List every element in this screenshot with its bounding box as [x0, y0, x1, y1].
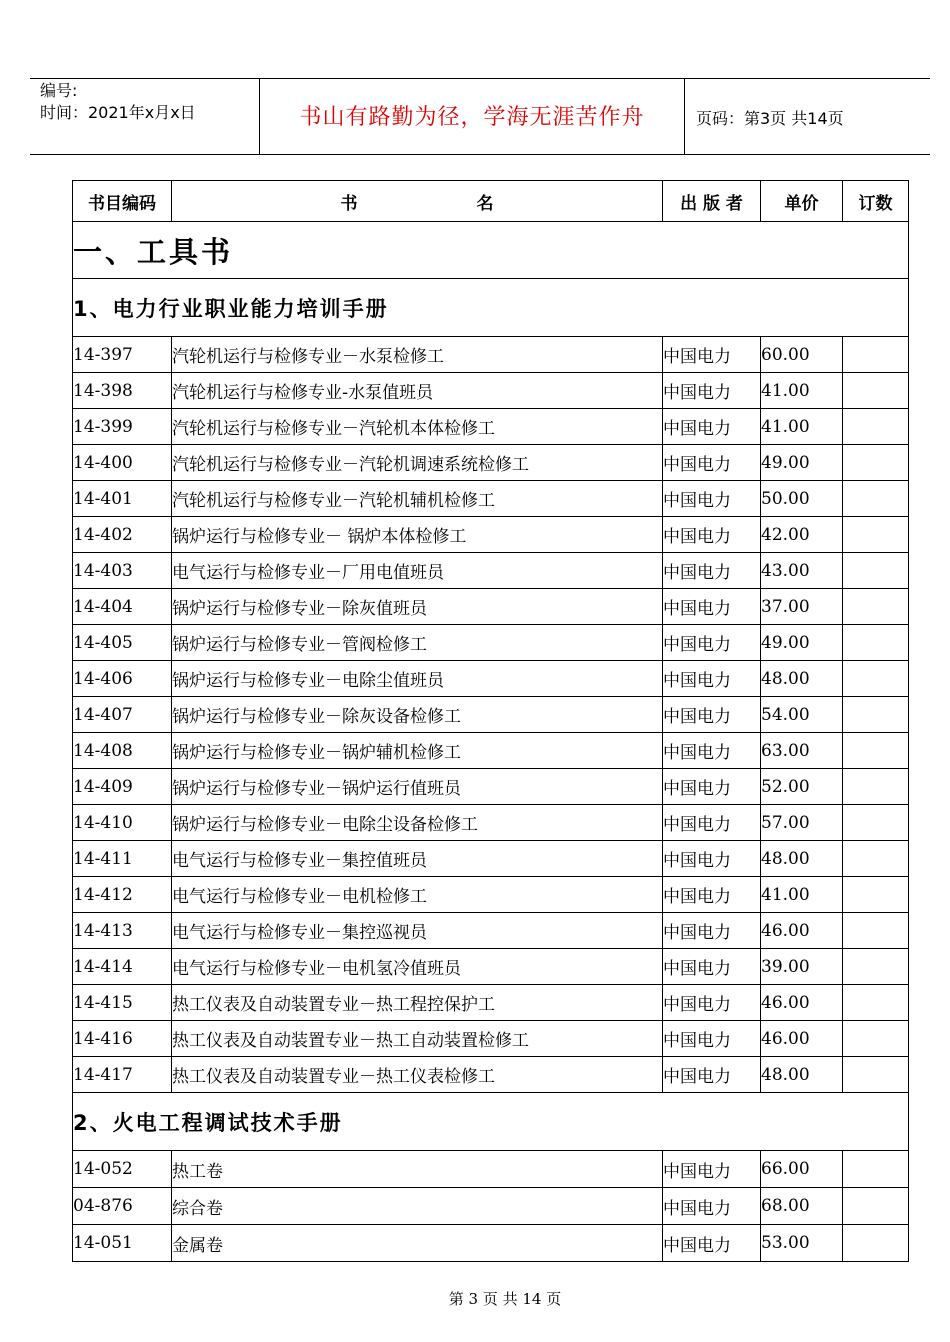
book-quantity	[843, 769, 909, 805]
book-publisher: 中国电力	[663, 769, 761, 805]
book-quantity	[843, 805, 909, 841]
book-code: 14-404	[73, 589, 172, 625]
book-quantity	[843, 481, 909, 517]
book-code: 14-410	[73, 805, 172, 841]
book-catalog-table	[72, 180, 909, 1262]
book-quantity	[843, 409, 909, 445]
book-title: 热工仪表及自动装置专业－热工仪表检修工	[172, 1057, 663, 1093]
book-publisher: 中国电力	[663, 1057, 761, 1093]
table-row	[73, 1057, 909, 1093]
book-quantity	[843, 1021, 909, 1057]
document-number-label: 编号:	[40, 81, 78, 100]
book-publisher: 中国电力	[663, 337, 761, 373]
book-quantity	[843, 661, 909, 697]
book-title: 锅炉运行与检修专业－ 锅炉本体检修工	[172, 517, 663, 553]
book-price: 57.00	[761, 805, 843, 841]
book-price: 48.00	[761, 841, 843, 877]
book-quantity	[843, 877, 909, 913]
book-quantity	[843, 841, 909, 877]
subsection-title: 1、电力行业职业能力培训手册	[73, 279, 909, 337]
book-quantity	[843, 985, 909, 1021]
book-code: 14-403	[73, 553, 172, 589]
book-title: 热工卷	[172, 1151, 663, 1188]
column-header-quantity: 订数	[843, 181, 909, 222]
book-title: 锅炉运行与检修专业－电除尘值班员	[172, 661, 663, 697]
header-top-rule	[30, 78, 930, 79]
table-row	[73, 913, 909, 949]
subsection-title: 2、火电工程调试技术手册	[73, 1093, 909, 1151]
header-divider-right	[684, 78, 685, 154]
section-row	[73, 222, 909, 279]
book-publisher: 中国电力	[663, 1225, 761, 1262]
book-code: 14-052	[73, 1151, 172, 1188]
section-title: 一、工具书	[73, 222, 909, 279]
book-quantity	[843, 553, 909, 589]
book-price: 46.00	[761, 985, 843, 1021]
table-row	[73, 337, 909, 373]
table-row	[73, 409, 909, 445]
table-row	[73, 445, 909, 481]
column-header-publisher: 出 版 者	[663, 181, 761, 222]
table-row	[73, 1188, 909, 1225]
book-quantity	[843, 949, 909, 985]
book-publisher: 中国电力	[663, 661, 761, 697]
table-row	[73, 661, 909, 697]
column-header-title: 书 名	[172, 181, 663, 222]
book-code: 14-414	[73, 949, 172, 985]
book-publisher: 中国电力	[663, 373, 761, 409]
book-price: 53.00	[761, 1225, 843, 1262]
book-title: 综合卷	[172, 1188, 663, 1225]
book-price: 60.00	[761, 337, 843, 373]
book-quantity	[843, 373, 909, 409]
document-time-label: 时间：2021年x月x日	[40, 103, 196, 122]
table-row	[73, 985, 909, 1021]
table-row	[73, 1151, 909, 1188]
book-price: 63.00	[761, 733, 843, 769]
book-price: 50.00	[761, 481, 843, 517]
book-title: 锅炉运行与检修专业－锅炉运行值班员	[172, 769, 663, 805]
book-code: 14-415	[73, 985, 172, 1021]
book-quantity	[843, 1225, 909, 1262]
book-price: 48.00	[761, 661, 843, 697]
book-publisher: 中国电力	[663, 733, 761, 769]
book-code: 14-411	[73, 841, 172, 877]
book-code: 14-401	[73, 481, 172, 517]
book-publisher: 中国电力	[663, 517, 761, 553]
table-row	[73, 697, 909, 733]
table-row	[73, 949, 909, 985]
header-meta	[40, 80, 196, 124]
book-code: 14-400	[73, 445, 172, 481]
book-code: 14-399	[73, 409, 172, 445]
book-publisher: 中国电力	[663, 409, 761, 445]
book-code: 14-417	[73, 1057, 172, 1093]
book-code: 14-416	[73, 1021, 172, 1057]
book-title: 锅炉运行与检修专业－锅炉辅机检修工	[172, 733, 663, 769]
header-motto: 书山有路勤为径，学海无涯苦作舟	[299, 105, 645, 130]
table-row	[73, 373, 909, 409]
book-code: 14-412	[73, 877, 172, 913]
book-price: 37.00	[761, 589, 843, 625]
book-title: 锅炉运行与检修专业－管阀检修工	[172, 625, 663, 661]
table-row	[73, 841, 909, 877]
book-publisher: 中国电力	[663, 1151, 761, 1188]
book-quantity	[843, 589, 909, 625]
book-price: 48.00	[761, 1057, 843, 1093]
book-quantity	[843, 697, 909, 733]
book-price: 54.00	[761, 697, 843, 733]
book-quantity	[843, 625, 909, 661]
book-publisher: 中国电力	[663, 553, 761, 589]
book-code: 14-407	[73, 697, 172, 733]
book-title: 锅炉运行与检修专业－电除尘设备检修工	[172, 805, 663, 841]
book-title: 金属卷	[172, 1225, 663, 1262]
book-code: 14-406	[73, 661, 172, 697]
table-row	[73, 805, 909, 841]
book-publisher: 中国电力	[663, 481, 761, 517]
table-row	[73, 733, 909, 769]
book-price: 42.00	[761, 517, 843, 553]
book-title: 电气运行与检修专业－厂用电值班员	[172, 553, 663, 589]
book-price: 49.00	[761, 625, 843, 661]
book-price: 66.00	[761, 1151, 843, 1188]
book-publisher: 中国电力	[663, 841, 761, 877]
book-publisher: 中国电力	[663, 985, 761, 1021]
book-code: 14-405	[73, 625, 172, 661]
book-code: 14-398	[73, 373, 172, 409]
book-publisher: 中国电力	[663, 1021, 761, 1057]
book-title: 汽轮机运行与检修专业－汽轮机辅机检修工	[172, 481, 663, 517]
book-price: 39.00	[761, 949, 843, 985]
book-quantity	[843, 1151, 909, 1188]
book-title: 电气运行与检修专业－集控巡视员	[172, 913, 663, 949]
book-title: 锅炉运行与检修专业－除灰设备检修工	[172, 697, 663, 733]
book-publisher: 中国电力	[663, 1188, 761, 1225]
book-publisher: 中国电力	[663, 445, 761, 481]
table-row	[73, 1021, 909, 1057]
book-publisher: 中国电力	[663, 625, 761, 661]
book-publisher: 中国电力	[663, 913, 761, 949]
book-title: 热工仪表及自动装置专业－热工自动装置检修工	[172, 1021, 663, 1057]
book-price: 46.00	[761, 1021, 843, 1057]
book-quantity	[843, 913, 909, 949]
book-price: 49.00	[761, 445, 843, 481]
book-price: 52.00	[761, 769, 843, 805]
book-price: 41.00	[761, 409, 843, 445]
book-title: 汽轮机运行与检修专业－水泵检修工	[172, 337, 663, 373]
book-quantity	[843, 733, 909, 769]
subsection-row	[73, 279, 909, 337]
book-title: 汽轮机运行与检修专业－汽轮机调速系统检修工	[172, 445, 663, 481]
book-title: 汽轮机运行与检修专业－汽轮机本体检修工	[172, 409, 663, 445]
book-publisher: 中国电力	[663, 805, 761, 841]
table-row	[73, 769, 909, 805]
book-code: 14-409	[73, 769, 172, 805]
book-price: 41.00	[761, 877, 843, 913]
book-quantity	[843, 1188, 909, 1225]
book-title: 电气运行与检修专业－电机检修工	[172, 877, 663, 913]
book-price: 46.00	[761, 913, 843, 949]
book-price: 68.00	[761, 1188, 843, 1225]
book-code: 14-051	[73, 1225, 172, 1262]
table-row	[73, 481, 909, 517]
book-publisher: 中国电力	[663, 589, 761, 625]
table-header-row	[73, 181, 909, 222]
book-title: 汽轮机运行与检修专业-水泵值班员	[172, 373, 663, 409]
column-header-code: 书目编码	[73, 181, 172, 222]
book-code: 14-397	[73, 337, 172, 373]
book-title: 锅炉运行与检修专业－除灰值班员	[172, 589, 663, 625]
book-price: 43.00	[761, 553, 843, 589]
book-code: 14-413	[73, 913, 172, 949]
table-row	[73, 517, 909, 553]
book-title: 电气运行与检修专业－电机氢冷值班员	[172, 949, 663, 985]
page-footer: 第 3 页 共 14 页	[448, 1290, 562, 1308]
book-publisher: 中国电力	[663, 949, 761, 985]
book-publisher: 中国电力	[663, 697, 761, 733]
table-row	[73, 1225, 909, 1262]
table-row	[73, 553, 909, 589]
book-code: 14-408	[73, 733, 172, 769]
book-publisher: 中国电力	[663, 877, 761, 913]
book-quantity	[843, 517, 909, 553]
book-quantity	[843, 1057, 909, 1093]
table-row	[73, 589, 909, 625]
header-bottom-rule	[30, 154, 930, 155]
book-title: 热工仪表及自动装置专业－热工程控保护工	[172, 985, 663, 1021]
subsection-row	[73, 1093, 909, 1151]
book-price: 41.00	[761, 373, 843, 409]
book-quantity	[843, 445, 909, 481]
header-page-label: 页码：第3页 共14页	[696, 109, 844, 128]
book-quantity	[843, 337, 909, 373]
table-row	[73, 877, 909, 913]
book-title: 电气运行与检修专业－集控值班员	[172, 841, 663, 877]
column-header-price: 单价	[761, 181, 843, 222]
book-code: 04-876	[73, 1188, 172, 1225]
book-code: 14-402	[73, 517, 172, 553]
table-row	[73, 625, 909, 661]
